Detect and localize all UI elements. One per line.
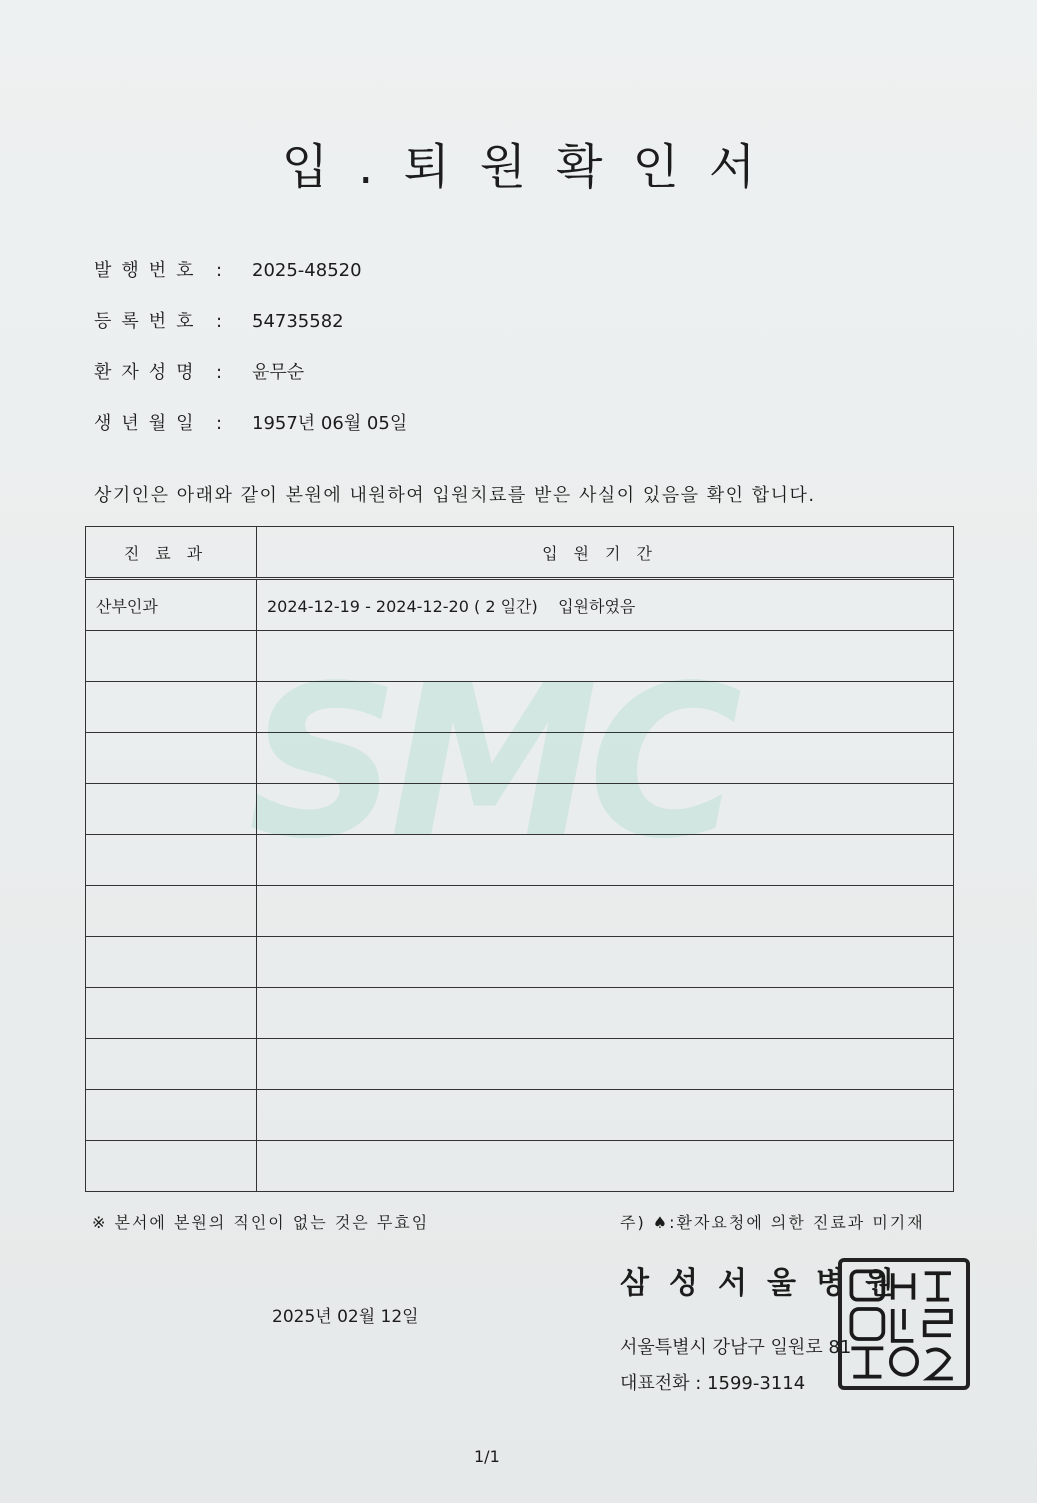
field-birth-date [94, 409, 407, 435]
field-value: 1957년 06월 05일 [252, 413, 408, 434]
field-label: 환자성명 [94, 362, 204, 383]
department-omission-note: 주) ♠:환자요청에 의한 진료과 미기재 [620, 1213, 925, 1232]
table-cell [257, 1090, 954, 1141]
field-registration-number [94, 307, 344, 333]
seal-stamp-icon [842, 1262, 966, 1386]
table-cell [257, 631, 954, 682]
hospital-phone: 대표전화 : 1599-3114 [620, 1373, 806, 1394]
table-cell [86, 835, 257, 886]
table-cell [86, 988, 257, 1039]
table-row [86, 1039, 954, 1090]
field-value: 2025-48520 [252, 260, 362, 281]
field-patient-name [94, 358, 304, 384]
table-cell [257, 937, 954, 988]
table-cell [257, 1039, 954, 1090]
hospital-name: 삼성서울병원 [620, 1266, 914, 1301]
document-title: 입.퇴원확인서 [281, 139, 786, 195]
header-department: 진료과 [86, 527, 257, 579]
table-row [86, 835, 954, 886]
field-label: 등록번호 [94, 311, 204, 332]
table-cell [257, 988, 954, 1039]
table-cell [86, 1141, 257, 1192]
field-label: 발행번호 [94, 260, 204, 281]
table-row [86, 988, 954, 1039]
table-row [86, 784, 954, 835]
admission-table [85, 526, 954, 1192]
hospital-seal-stamp [838, 1258, 970, 1390]
invalid-without-seal-notice: ※ 본서에 본원의 직인이 없는 것은 무효임 [92, 1213, 430, 1232]
field-label: 생년월일 [94, 413, 204, 434]
field-colon: : [216, 362, 223, 383]
table-cell [86, 1090, 257, 1141]
table-cell [86, 784, 257, 835]
table-row [86, 1090, 954, 1141]
table-row [86, 631, 954, 682]
field-colon: : [216, 311, 223, 332]
field-value: 54735582 [252, 311, 344, 332]
table-cell [86, 886, 257, 937]
table-cell [257, 835, 954, 886]
cell-admission-period: 2024-12-19 - 2024-12-20 ( 2 일간) 입원하였음 [257, 579, 954, 631]
table-cell [86, 733, 257, 784]
table-cell [86, 631, 257, 682]
field-issue-number [94, 256, 362, 282]
table-row [86, 733, 954, 784]
table-cell [257, 733, 954, 784]
table-row [86, 682, 954, 733]
page-number: 1/1 [474, 1447, 500, 1466]
table-row [86, 1141, 954, 1192]
table-row [86, 937, 954, 988]
table-cell [86, 1039, 257, 1090]
field-colon: : [216, 260, 223, 281]
hospital-address: 서울특별시 강남구 일원로 81 [620, 1337, 852, 1358]
smc-watermark-logo: SMC [248, 640, 733, 885]
header-admission-period: 입원기간 [257, 527, 954, 579]
issue-date: 2025년 02월 12일 [272, 1307, 419, 1327]
table-cell [257, 1141, 954, 1192]
table-row [86, 579, 954, 631]
table-cell [257, 784, 954, 835]
table-row [86, 886, 954, 937]
table-cell [86, 937, 257, 988]
table-cell [257, 682, 954, 733]
field-value: 윤무순 [252, 362, 305, 383]
field-colon: : [216, 413, 223, 434]
table-cell [86, 682, 257, 733]
table-header-row [86, 527, 954, 579]
table-cell [257, 886, 954, 937]
cell-department: 산부인과 [86, 579, 257, 631]
confirmation-statement: 상기인은 아래와 같이 본원에 내원하여 입원치료를 받은 사실이 있음을 확인 합니다. [94, 485, 816, 506]
